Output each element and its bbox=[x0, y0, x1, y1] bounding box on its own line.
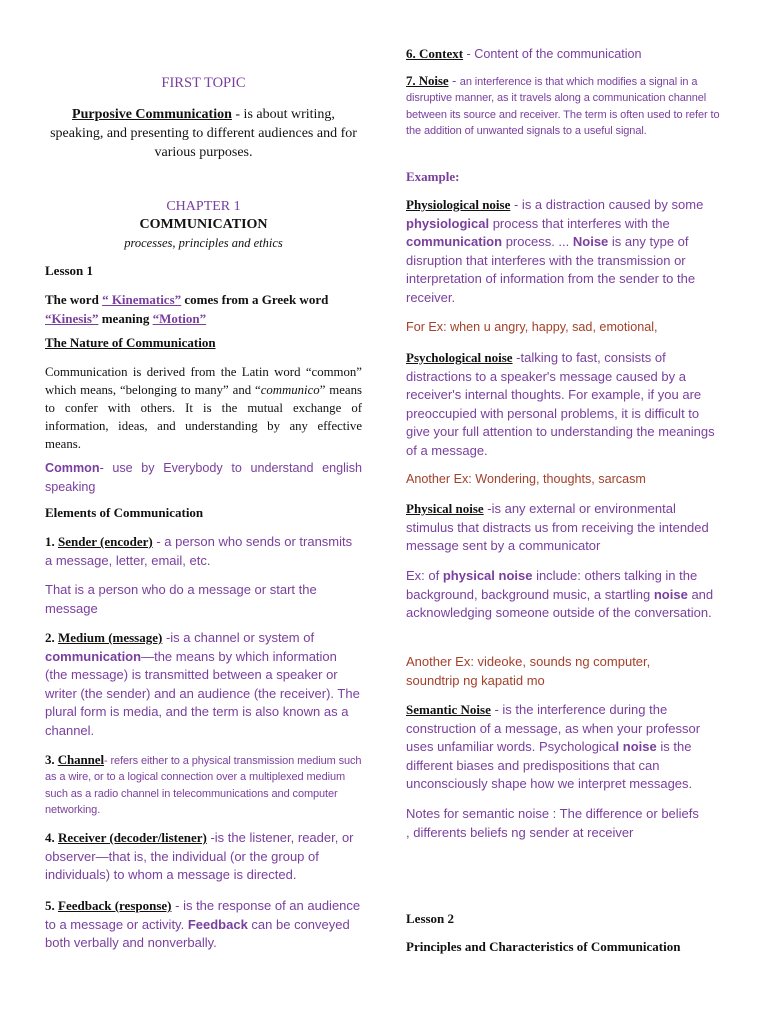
element-feedback: 5. Feedback (response) - is the response of an audience to a message or activity. Feedback can be conveyed both verbally and nonverbally. bbox=[45, 898, 361, 951]
psychological-noise: Psychological noise -talking to fast, consists of distractions to a speaker's message caused by a receiver's internal thoughts. For example, if you are preoccupied with personal problems, it is difficult to give your full attention to understanding the meanings of a message. bbox=[406, 350, 715, 458]
physiological-example: For Ex: when u angry, happy, sad, emotional, bbox=[406, 320, 658, 334]
psychological-example: Another Ex: Wondering, thoughts, sarcasm bbox=[406, 472, 646, 486]
medium-term: Medium (message) bbox=[58, 630, 163, 645]
physiological-noise: Physiological noise - is a distraction caused by some physiological process that interferes with the communication process. ... Noise is any type of disruption that interferes with the transmission or interpretation of information from the sender to the receiver. bbox=[406, 197, 704, 305]
element-channel: 3. Channel- refers either to a physical transmission medium such as a wire, or to a logical connection over a multiplexed medium such as a radio channel in telecommunications and computer networking. bbox=[45, 752, 362, 817]
lesson-2-label: Lesson 2 bbox=[406, 911, 455, 926]
element-noise: 7. Noise - an interference is that which modifies a signal in a disruptive manner, as it travels along a communication channel between its source and receiver. The term is often used to refer to the addition of unwanted signals to a useful signal. bbox=[406, 73, 720, 138]
element-context: 6. Context - Content of the communication bbox=[406, 46, 642, 61]
purposive-definition bbox=[45, 105, 362, 162]
channel-term: Channel bbox=[57, 752, 104, 767]
sender-term: Sender (encoder) bbox=[58, 534, 153, 549]
kinesis-term: “Kinesis” bbox=[45, 311, 99, 326]
sender-note: That is a person who do a message or start the message bbox=[45, 582, 317, 616]
kinematics-term: “ Kinematics” bbox=[102, 292, 182, 307]
physical-noise: Physical noise -is any external or environmental stimulus that distracts us from receiving the intended message sent by a communicator bbox=[406, 501, 709, 554]
lesson-2-title: Principles and Characteristics of Communication bbox=[406, 939, 681, 954]
chapter-label: CHAPTER 1 bbox=[166, 199, 241, 214]
common-note: Common- use by Everybody to understand english speaking bbox=[45, 461, 362, 494]
noise-term: 7. Noise bbox=[406, 73, 449, 88]
element-receiver: 4. Receiver (decoder/listener) -is the listener, reader, or observer—that is, the individual (or the group of individuals) to whom a message is directed. bbox=[45, 830, 354, 883]
semantic-notes: Notes for semantic noise : The difference or beliefs , differents beliefs ng sender at receiver bbox=[406, 806, 699, 840]
semantic-noise: Semantic Noise - is the interference during the construction of a message, as when your professor uses unfamiliar words. Psychological noise is the different biases and predispositions that can unconsciously shape how we interpret messages. bbox=[406, 702, 701, 792]
physiological-term: Physiological noise bbox=[406, 197, 511, 212]
receiver-term: Receiver (decoder/listener) bbox=[58, 830, 207, 845]
kinematics-sentence: The word “ Kinematics” comes from a Greek word “Kinesis” meaning “Motion” bbox=[45, 292, 329, 326]
physical-term: Physical noise bbox=[406, 501, 484, 516]
example-label: Example: bbox=[406, 169, 460, 184]
elements-heading: Elements of Communication bbox=[45, 505, 204, 520]
motion-term: “Motion” bbox=[152, 311, 207, 326]
nature-heading: The Nature of Communication bbox=[45, 335, 216, 350]
physical-noise-example: Ex: of physical noise include: others talking in the background, background music, a startling noise and acknowledging someone outside of the conversation. bbox=[406, 568, 714, 621]
physical-noise-example-2: Another Ex: videoke, sounds ng computer, soundtrip ng kapatid mo bbox=[406, 654, 651, 688]
chapter-title: COMMUNICATION bbox=[139, 217, 268, 232]
psychological-term: Psychological noise bbox=[406, 350, 513, 365]
element-medium: 2. Medium (message) -is a channel or system of communication—the means by which information (the message) is transmitted between a speaker or writer (the sender) and an audience (the receiver). The plural form is media, and the term is also known as a channel. bbox=[45, 630, 360, 738]
purposive-term: Purposive Communication bbox=[72, 107, 232, 122]
nature-paragraph: Communication is derived from the Latin word “common” which means, “belonging to many” and “communico” means to confer with others. It is the mutual exchange of information, ideas, and understanding by any effective means. bbox=[45, 365, 362, 451]
element-sender: 1. Sender (encoder) - a person who sends or transmits a message, letter, email, etc. bbox=[45, 534, 353, 568]
common-term: Common bbox=[45, 461, 100, 475]
chapter-subtitle: processes, principles and ethics bbox=[124, 236, 283, 250]
feedback-term: Feedback (response) bbox=[58, 898, 172, 913]
lesson-1-label: Lesson 1 bbox=[45, 263, 94, 278]
purposive-def: - is about writing, speaking, and presenting to different audiences and for various purposes. bbox=[50, 107, 357, 160]
semantic-term: Semantic Noise bbox=[406, 702, 491, 717]
first-topic-heading: FIRST TOPIC bbox=[161, 75, 246, 91]
context-term: 6. Context bbox=[406, 46, 464, 61]
